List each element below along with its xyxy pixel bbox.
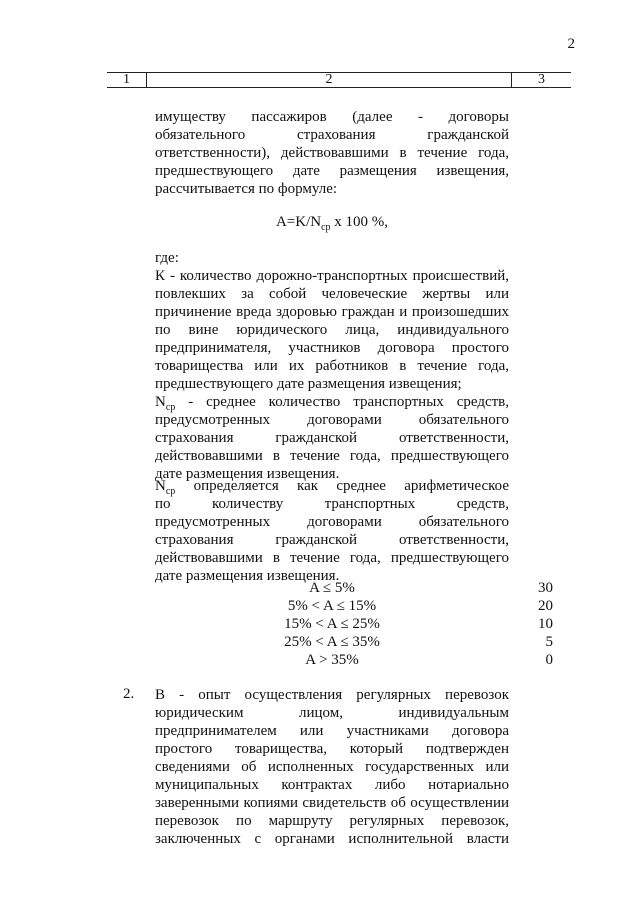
- text-line: по вине юридического лица, индивидуального: [155, 322, 509, 338]
- list-item-number: 2.: [123, 686, 135, 702]
- score-condition: 5% < A ≤ 15%: [287, 598, 377, 614]
- paragraph-intro: [155, 108, 509, 198]
- text-line: имуществу пассажиров (далее - договоры: [155, 109, 509, 125]
- formula-part: A=K/N: [275, 214, 322, 230]
- text-line: предпринимателем или участниками договора: [155, 723, 509, 739]
- text-line: предусмотренных договорами обязательного: [155, 514, 509, 530]
- header-cell-3: 3: [538, 72, 545, 87]
- paragraph-item-2: [155, 686, 509, 848]
- paragraph-ncp-definition: [155, 393, 509, 483]
- ncp-symbol: N: [155, 478, 166, 494]
- score-row: [155, 616, 553, 633]
- ncp-subscript: ср: [165, 486, 176, 497]
- text-line: страхования гражданской ответственности,: [155, 430, 509, 446]
- text-line: дате размещения извещения.: [155, 568, 340, 584]
- score-value: 30: [538, 580, 553, 596]
- text-line: где:: [155, 250, 179, 266]
- text-line: обязательного страхования гражданской: [155, 127, 509, 143]
- text-line: предусмотренных договорами обязательного: [155, 412, 509, 428]
- text-line: К - количество дорожно-транспортных происшествий,: [155, 268, 509, 284]
- paragraph-where: [155, 249, 509, 393]
- score-row: [155, 652, 553, 669]
- ncp-subscript: ср: [165, 402, 176, 413]
- text-line: ответственности), действовавшими в течение года,: [155, 145, 509, 161]
- header-cell-2: 2: [146, 73, 512, 87]
- text-line: В - опыт осуществления регулярных перевозок: [155, 687, 509, 703]
- text-line: рассчитывается по формуле:: [155, 181, 338, 197]
- formula-subscript: ср: [321, 222, 331, 233]
- text-line: дате размещения извещения.: [155, 466, 340, 482]
- text-line: действовавшими в течение года, предшествующего: [155, 448, 509, 464]
- formula-part: x 100 %,: [330, 214, 389, 230]
- paragraph-ncp-calculation: [155, 477, 509, 585]
- text-line: юридическим лицом, индивидуальным: [155, 705, 509, 721]
- score-condition: 25% < A ≤ 35%: [284, 634, 380, 650]
- header-cell-1: 1: [123, 72, 130, 87]
- text-line: предпринимателя, участников договора простого: [155, 340, 509, 356]
- score-row: [155, 634, 553, 651]
- text-line: по количеству транспортных средств,: [155, 496, 509, 512]
- formula: [155, 214, 509, 233]
- score-row: [155, 598, 553, 615]
- text-line: перевозок по маршруту регулярных перевозок,: [155, 813, 509, 829]
- score-row: [155, 580, 553, 597]
- text-line: действовавшими в течение года, предшествующего: [155, 550, 509, 566]
- score-value: 10: [538, 616, 553, 632]
- text-line: простого товарищества, который подтвержден: [155, 741, 509, 757]
- score-condition: 15% < A ≤ 25%: [284, 616, 380, 632]
- score-value: 0: [545, 652, 553, 668]
- text-span: определяется как среднее арифметическое: [175, 478, 509, 494]
- score-value: 5: [545, 634, 553, 650]
- text-span: - среднее количество транспортных средств,: [175, 394, 509, 410]
- text-line: сведениями об исполненных государственных или: [155, 759, 509, 775]
- text-line: муниципальных контрактах либо нотариально: [155, 777, 509, 793]
- text-line: предшествующего дате размещения извещения,: [155, 163, 509, 179]
- table-header-row: [107, 72, 571, 88]
- score-value: 20: [538, 598, 553, 614]
- text-line: заключенных с органами исполнительной власти: [155, 831, 509, 847]
- text-line: товарищества или их работников в течение года,: [155, 358, 509, 374]
- text-line: страхования гражданской ответственности,: [155, 532, 509, 548]
- ncp-symbol: N: [155, 394, 166, 410]
- text-line: причинение вреда здоровью граждан и произошедших: [155, 304, 509, 320]
- score-condition: A ≤ 5%: [309, 580, 355, 596]
- text-line: [155, 477, 509, 495]
- text-line: повлекших за собой человеческие жертвы или: [155, 286, 509, 302]
- text-line: предшествующего дате размещения извещения;: [155, 376, 462, 392]
- score-condition: A > 35%: [305, 652, 359, 668]
- text-line: заверенными копиями свидетельств об осуществлении: [155, 795, 509, 811]
- text-line: [155, 393, 509, 411]
- page-number: 2: [567, 36, 575, 52]
